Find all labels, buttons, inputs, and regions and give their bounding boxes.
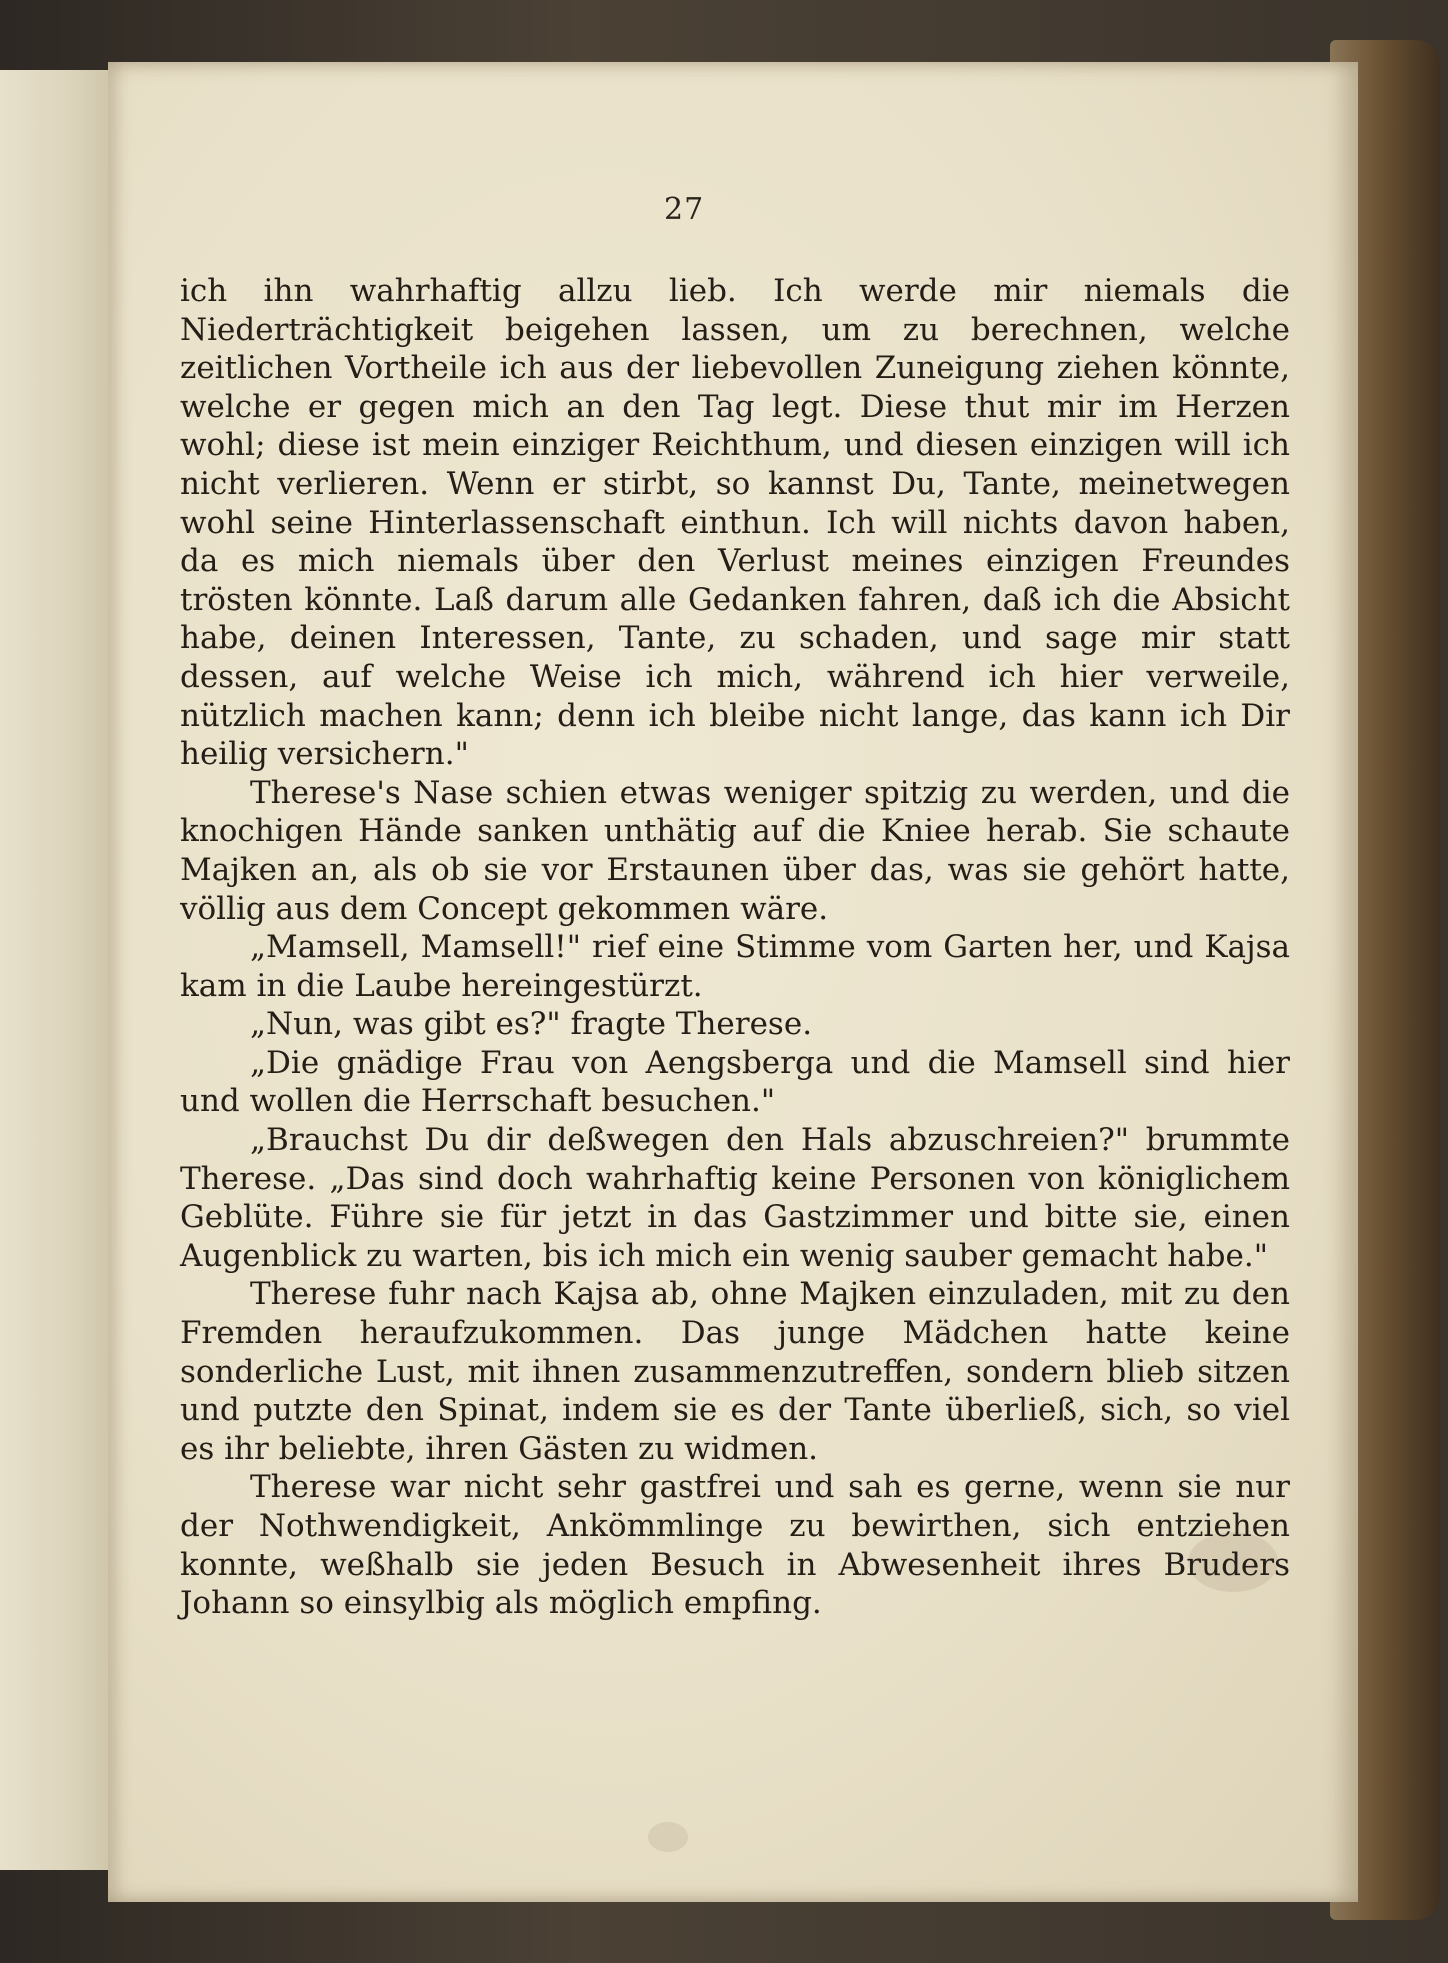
paragraph: ich ihn wahrhaftig allzu lieb. Ich werde mir niemals die Niederträchtigkeit beigehen lassen, um zu berechnen, welche zeitlichen Vortheile ich aus der liebevollen Zuneigung ziehen könnte, welche er gegen mich an den Tag legt. Diese thut mir im Herzen wohl; diese ist mein einziger Reichthum, und diesen einzigen will ich nicht verlieren. Wenn er stirbt, so kannst Du, Tante, meinetwegen wohl seine Hinterlassenschaft einthun. Ich will nichts davon haben, da es mich niemals über den Verlust meines einzigen Freundes trösten könnte. Laß darum alle Gedanken fahren, daß ich die Absicht habe, deinen Interessen, Tante, zu schaden, und sage mir statt dessen, auf welche Weise ich mich, während ich hier verweile, nützlich machen kann; denn ich bleibe nicht lange, das kann ich Dir heilig versichern.": [180, 273, 1290, 773]
paragraph: Therese's Nase schien etwas weniger spitzig zu werden, und die knochigen Hände sanken unthätig auf die Kniee herab. Sie schaute Majken an, als ob sie vor Erstaunen über das, was sie gehört hatte, völlig aus dem Concept gekommen wäre.: [180, 774, 1290, 927]
paragraph: Therese fuhr nach Kajsa ab, ohne Majken einzuladen, mit zu den Fremden heraufzukommen. Das junge Mädchen hatte keine sonderliche Lust, mit ihnen zusammenzutreffen, sondern blieb sitzen und putzte den Spinat, indem sie es der Tante überließ, sich, so viel es ihr beliebte, ihren Gästen zu widmen.: [180, 1276, 1290, 1467]
page-text: [180, 272, 1290, 1623]
page-number: 27: [664, 192, 705, 227]
paragraph: „Nun, was gibt es?" fragte Therese.: [250, 1006, 813, 1043]
facing-page-edge: [0, 70, 112, 1870]
paragraph: „Brauchst Du dir deßwegen den Hals abzuschreien?" brummte Therese. „Das sind doch wahrhaftig keine Personen von königlichem Geblüte. Führe sie für jetzt in das Gastzimmer und bitte sie, einen Augenblick zu warten, bis ich mich ein wenig sauber gemacht habe.": [180, 1122, 1290, 1274]
paragraph: „Mamsell, Mamsell!" rief eine Stimme vom Garten her, und Kajsa kam in die Laube hereingestürzt.: [180, 929, 1290, 1004]
paper-stain: [648, 1822, 688, 1852]
paragraph: Therese war nicht sehr gastfrei und sah es gerne, wenn sie nur der Nothwendigkeit, Ankömmlinge zu bewirthen, sich entziehen konnte, weßhalb sie jeden Besuch in Abwesenheit ihres Bruders Johann so einsylbig als möglich empfing.: [180, 1469, 1290, 1622]
book-page: [108, 62, 1358, 1902]
paragraph: „Die gnädige Frau von Aengsberga und die Mamsell sind hier und wollen die Herrschaft besuchen.": [180, 1044, 1290, 1120]
